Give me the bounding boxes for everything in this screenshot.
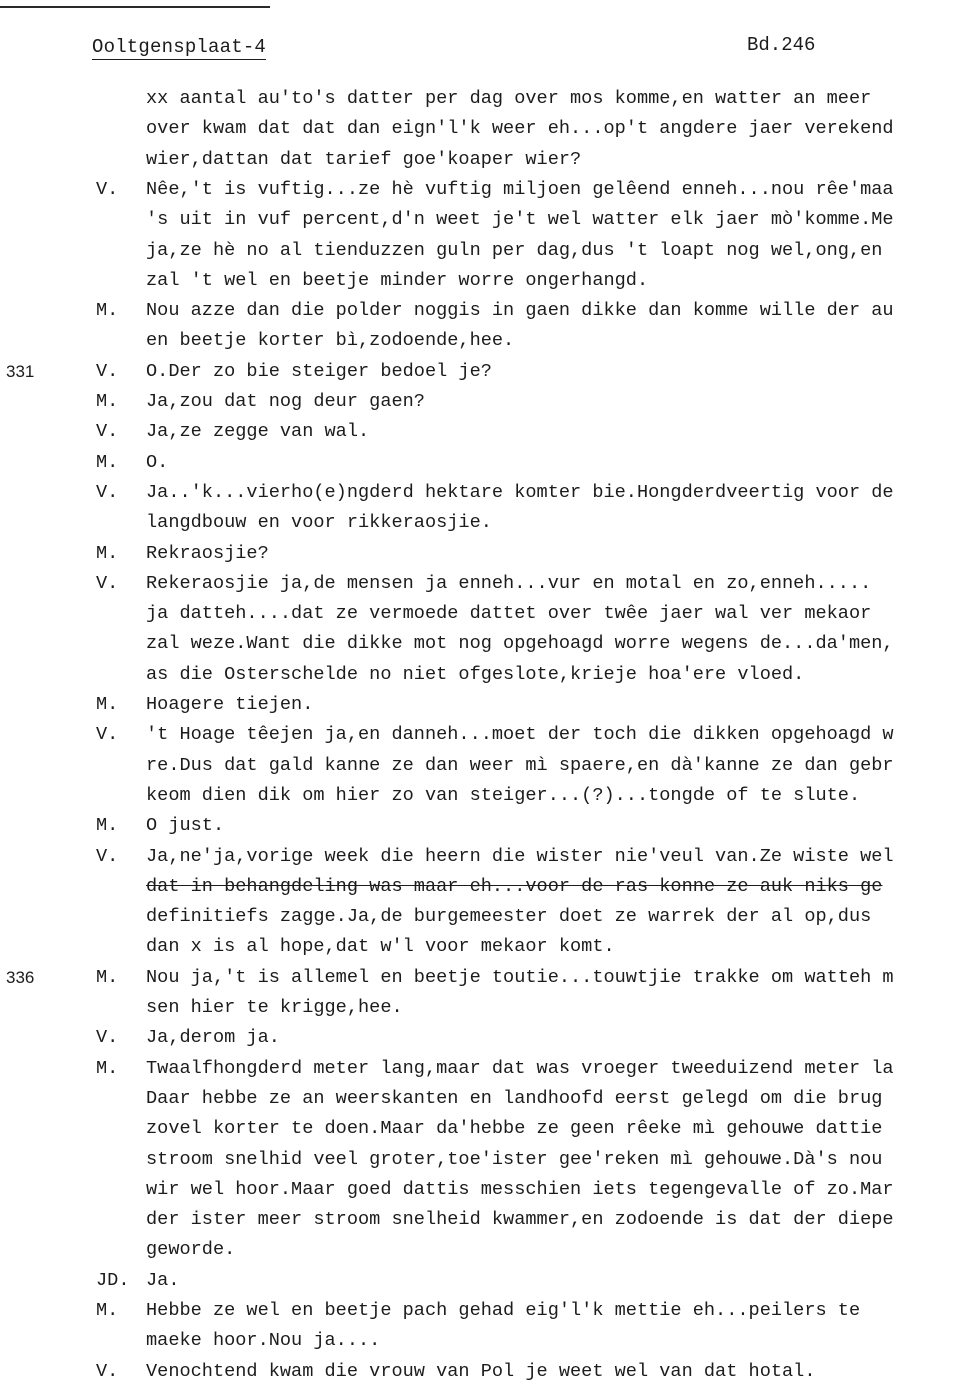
line-text: en beetje korter bì,zodoende,hee. <box>146 330 515 352</box>
speaker-label: M. <box>96 300 119 322</box>
line-text: langdbouw en voor rikkeraosjie. <box>146 512 492 534</box>
line-text: Nêe,'t is vuftig...ze hè vuftig miljoen gelêend enneh...nou rêe'maa <box>146 178 894 200</box>
line-text: as die Osterschelde no niet ofgeslote,krieje hoa'ere vloed. <box>146 663 805 685</box>
transcript-line <box>0 1084 966 1114</box>
transcript-line <box>0 902 966 932</box>
transcript-line <box>0 508 966 538</box>
transcript-line <box>0 569 966 599</box>
speaker-label: V. <box>96 481 119 503</box>
line-text: Rekeraosjie ja,de mensen ja enneh...vur en motal en zo,enneh..... <box>146 572 872 594</box>
speaker-label: M. <box>96 1057 119 1079</box>
transcript-line <box>0 963 966 993</box>
speaker-label: M. <box>96 694 119 715</box>
line-text: Nou ja,'t is allemel en beetje toutie...touwtjie trakke om watteh m <box>146 966 894 988</box>
transcript-line <box>0 145 966 175</box>
line-text: O.Der zo bie steiger bedoel je? <box>146 360 492 382</box>
margin-line-number: 331 <box>6 361 35 381</box>
line-text: xx aantal au'to's datter per dag over mos komme,en watter an meer <box>146 88 872 109</box>
transcript-line <box>0 417 966 447</box>
transcript-line <box>0 1205 966 1235</box>
transcript-line <box>0 296 966 326</box>
line-text: Ja. <box>146 1269 180 1291</box>
transcript-line <box>0 932 966 962</box>
line-text: Hoagere tiejen. <box>146 694 314 715</box>
document-title: Ooltgensplaat-4 <box>92 36 267 58</box>
line-text: Ja..'k...vierho(e)ngderd hektare komter bie.Hongderdveertig voor de <box>146 481 894 503</box>
line-text: ja datteh....dat ze vermoede dattet over twêe jaer wal ver mekaor <box>146 603 872 625</box>
line-text: keom dien dik om hier zo van steiger...(?)...tongde of te slute. <box>146 784 861 806</box>
transcript-line <box>0 1114 966 1144</box>
transcript-line <box>0 720 966 750</box>
line-text: Daar hebbe ze an weerskanten en landhoofd eerst gelegd om die brug <box>146 1087 883 1109</box>
line-text: 's uit in vuf percent,d'n weet je't wel watter elk jaer mò'komme.Me <box>146 209 894 231</box>
line-text: sen hier te krigge,hee. <box>146 997 403 1018</box>
transcript-line <box>0 811 966 841</box>
transcript-line <box>0 114 966 144</box>
line-text: zovel korter te doen.Maar da'hebbe ze geen rêeke mì gehouwe dattie <box>146 1118 883 1140</box>
line-text: stroom snelhid veel groter,toe'ister gee'reken mì gehouwe.Dà's nou <box>146 1148 883 1170</box>
line-text: wir wel hoor.Maar goed dattis messchien iets tegengevalle of zo.Mar <box>146 1178 894 1200</box>
transcript-line <box>0 448 966 478</box>
transcript-line <box>0 1235 966 1265</box>
speaker-label: V. <box>96 178 119 200</box>
line-text: 't Hoage têejen ja,en danneh...moet der toch die dikken opgehoagd w <box>146 724 894 746</box>
transcript-line <box>0 175 966 205</box>
line-text: dan x is al hope,dat w'l voor mekaor komt. <box>146 936 615 958</box>
line-text: der ister meer stroom snelheid kwammer,en zodoende is dat der diepe <box>146 1209 894 1231</box>
transcript-line <box>0 781 966 811</box>
transcript-line <box>0 387 966 417</box>
line-text: geworde. <box>146 1239 236 1261</box>
line-text: Nou azze dan die polder noggis in gaen dikke dan komme wille der au <box>146 300 894 322</box>
transcript-line <box>0 751 966 781</box>
transcript-line <box>0 1326 966 1356</box>
line-text: maeke hoor.Nou ja.... <box>146 1330 381 1352</box>
transcript-line <box>0 629 966 659</box>
line-text: Ja,zou dat nog deur gaen? <box>146 391 425 412</box>
line-text: ja,ze hè no al tienduzzen guln per dag,dus 't loapt nog wel,ong,en <box>146 239 883 261</box>
speaker-label: V. <box>96 572 119 594</box>
speaker-label: V. <box>96 1027 119 1049</box>
line-text: O just. <box>146 815 225 837</box>
line-text: Twaalfhongderd meter lang,maar dat was vroeger tweeduizend meter la <box>146 1057 894 1079</box>
transcript-body <box>0 84 966 1384</box>
transcript-line <box>0 1145 966 1175</box>
transcript-line <box>0 1175 966 1205</box>
speaker-label: JD. <box>96 1269 130 1291</box>
line-text: dat in behangdeling was maar eh...voor de ras konne ze auk niks ge <box>146 875 883 897</box>
transcript-line <box>0 478 966 508</box>
line-text: re.Dus dat gald kanne ze dan weer mì spaere,en dà'kanne ze dan gebr <box>146 754 894 776</box>
transcript-line <box>0 205 966 235</box>
line-text: Ja,ze zegge van wal. <box>146 421 370 443</box>
transcript-line <box>0 266 966 296</box>
speaker-label: M. <box>96 451 119 473</box>
speaker-label: V. <box>96 845 119 867</box>
transcript-line <box>0 236 966 266</box>
transcript-line <box>0 660 966 690</box>
line-text: definitiefs zagge.Ja,de burgemeester doet ze warrek der al op,dus <box>146 906 872 928</box>
line-text: zal 't wel en beetje minder worre ongerhangd. <box>146 269 649 291</box>
line-text: over kwam dat dat dan eign'l'k weer eh...op't angdere jaer verekend <box>146 118 894 140</box>
transcript-line <box>0 1023 966 1053</box>
speaker-label: M. <box>96 542 119 564</box>
speaker-label: V. <box>96 421 119 443</box>
transcript-line <box>0 1357 966 1384</box>
transcript-line <box>0 842 966 872</box>
transcript-line <box>0 872 966 902</box>
margin-line-number: 336 <box>6 967 35 987</box>
line-text: Hebbe ze wel en beetje pach gehad eig'l'k mettie eh...peilers te <box>146 1300 861 1321</box>
line-text: O. <box>146 451 169 473</box>
line-text: Ja,derom ja. <box>146 1027 280 1049</box>
page-number: Bd.246 <box>747 34 816 56</box>
transcript-line <box>0 993 966 1023</box>
transcript-line <box>0 539 966 569</box>
line-text: Ja,ne'ja,vorige week die heern die wister nie'veul van.Ze wiste wel <box>146 845 894 867</box>
transcript-line <box>0 1054 966 1084</box>
transcript-line <box>0 1266 966 1296</box>
speaker-label: M. <box>96 391 119 412</box>
top-rule <box>0 6 270 8</box>
transcript-line <box>0 84 966 114</box>
speaker-label: M. <box>96 1300 119 1321</box>
speaker-label: V. <box>96 360 119 382</box>
line-text: Rekraosjie? <box>146 542 269 564</box>
transcript-line <box>0 326 966 356</box>
transcript-line <box>0 357 966 387</box>
line-text: Venochtend kwam die vrouw van Pol je weet wel van dat hotal. <box>146 1360 816 1382</box>
speaker-label: M. <box>96 966 119 988</box>
speaker-label: V. <box>96 724 119 746</box>
line-text: wier,dattan dat tarief goe'koaper wier? <box>146 148 582 170</box>
speaker-label: V. <box>96 1360 119 1382</box>
transcript-line <box>0 1296 966 1326</box>
line-text: zal weze.Want die dikke mot nog opgehoagd worre wegens de...da'men, <box>146 633 894 655</box>
speaker-label: M. <box>96 815 119 837</box>
transcript-line <box>0 690 966 720</box>
transcript-line <box>0 599 966 629</box>
